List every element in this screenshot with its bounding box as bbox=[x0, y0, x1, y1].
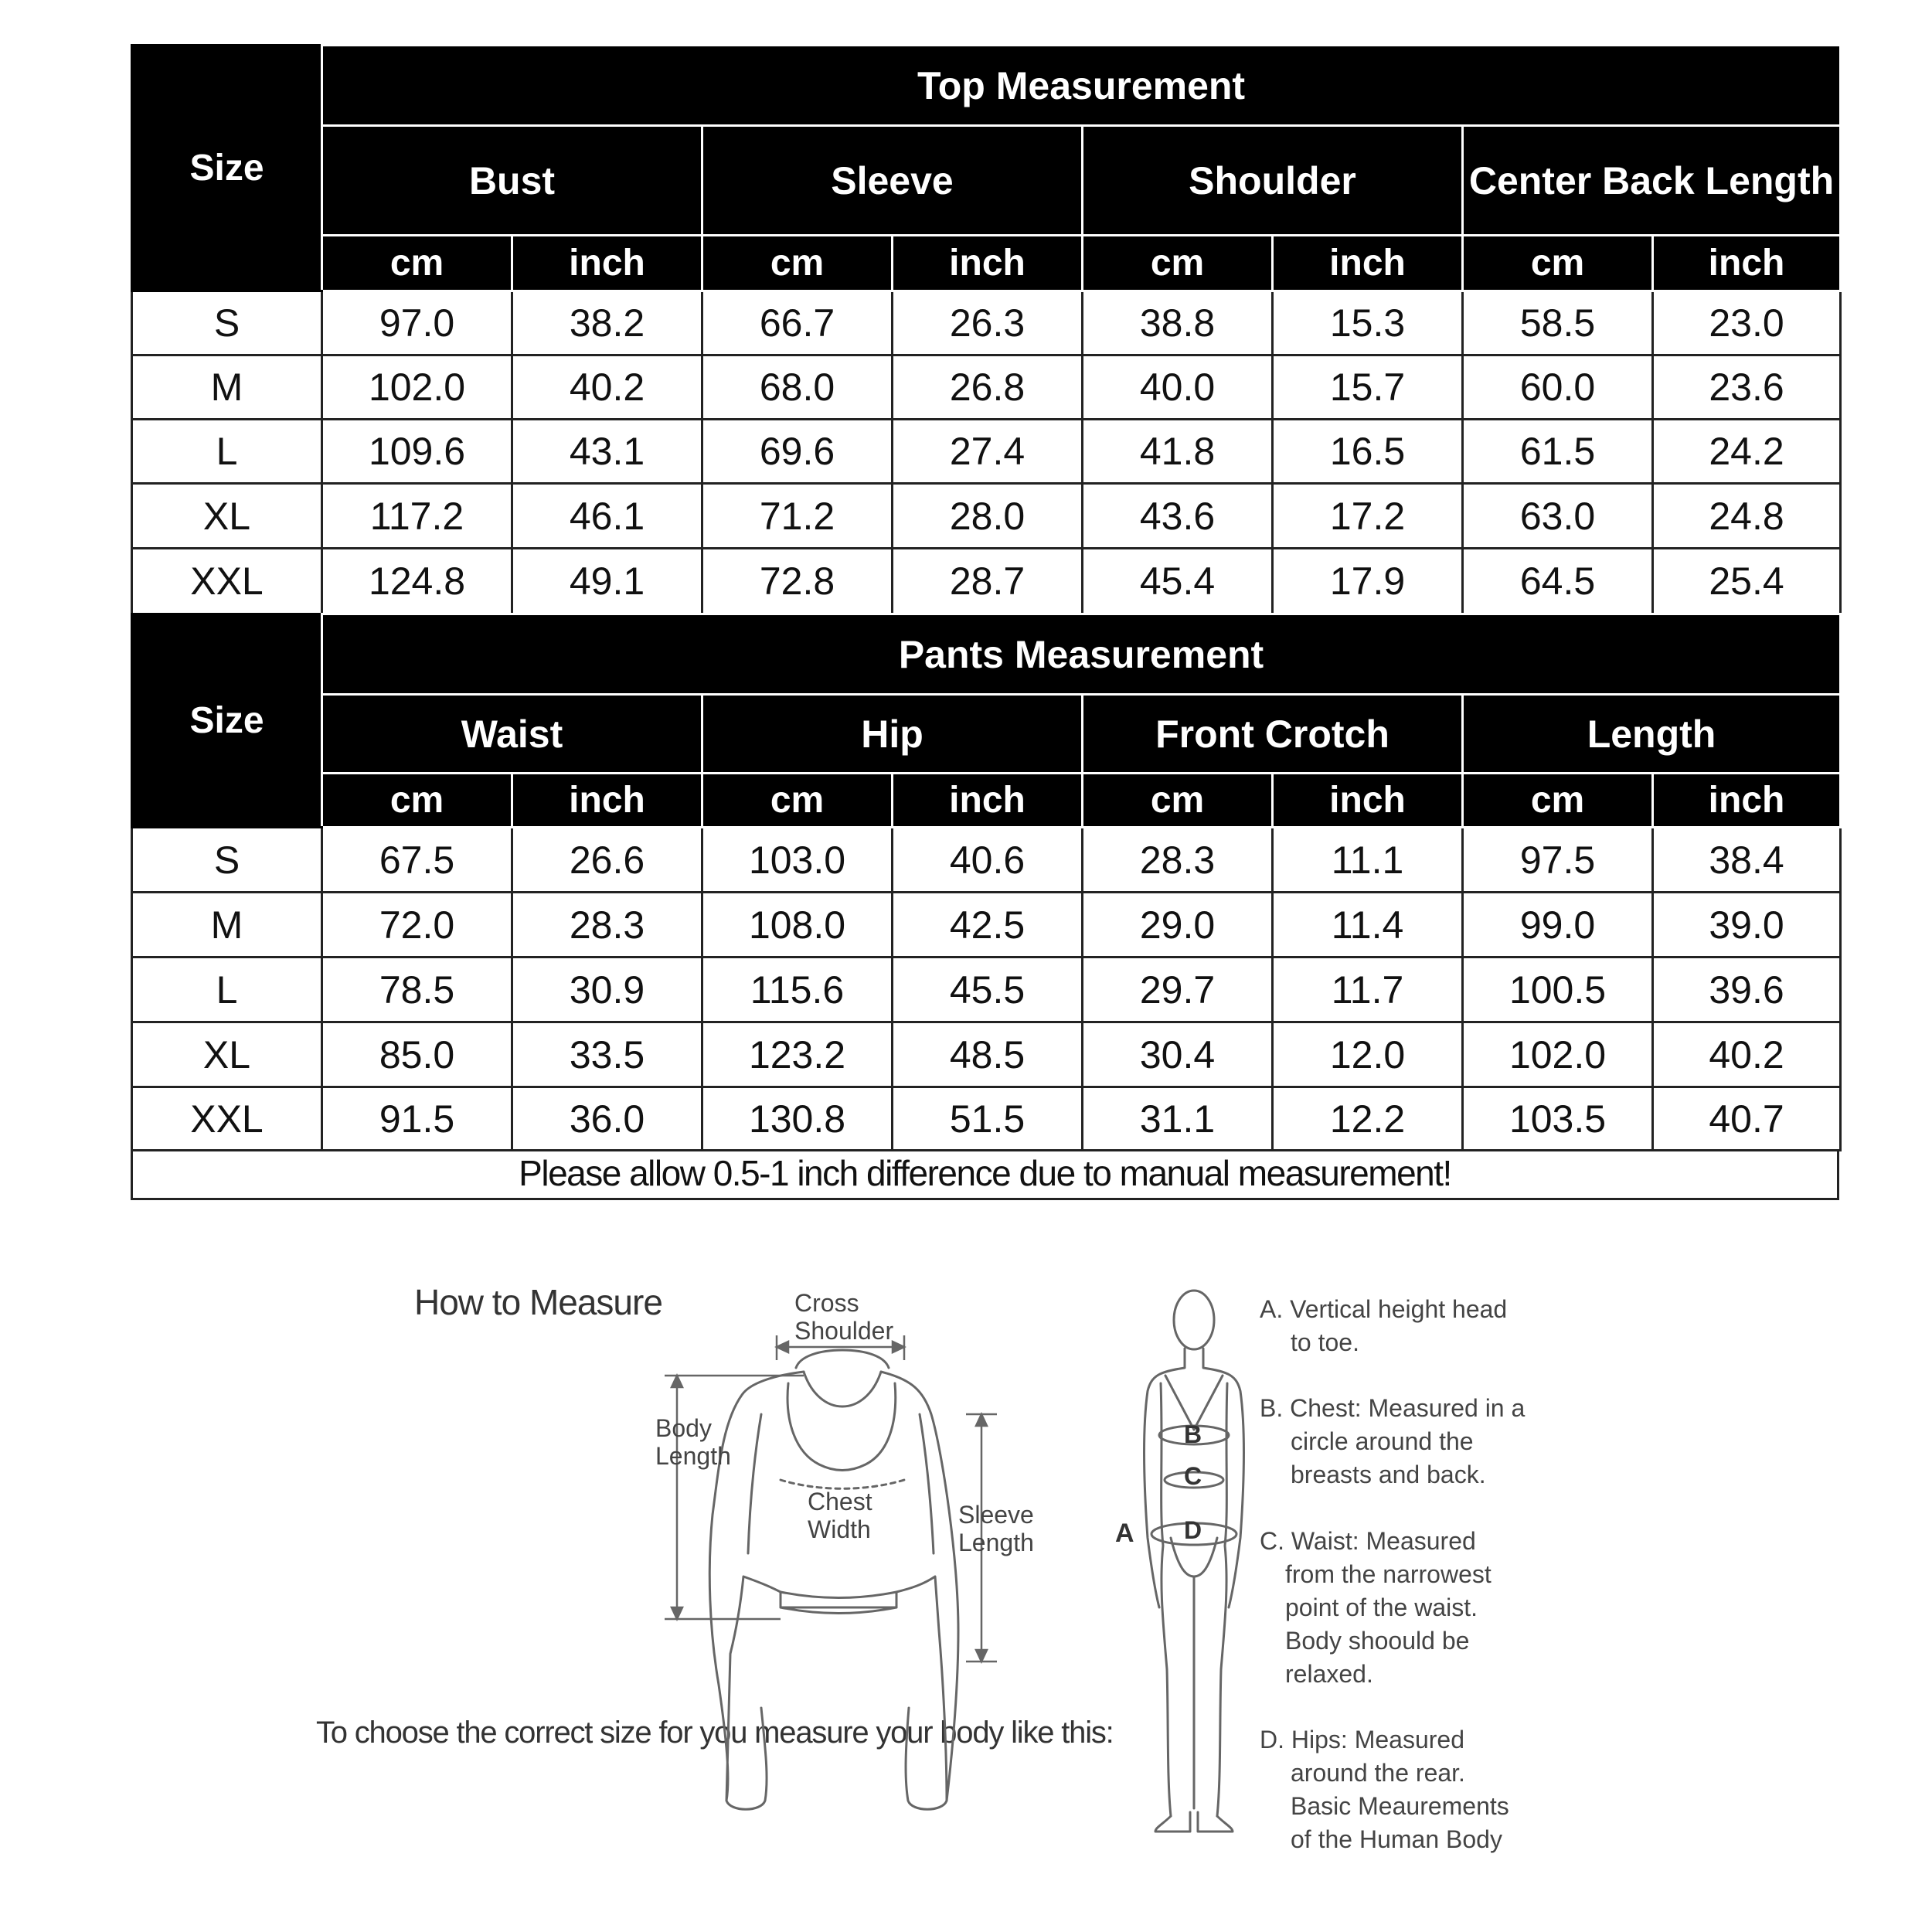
value-cell: 26.8 bbox=[893, 355, 1083, 420]
hip-header: Hip bbox=[702, 695, 1083, 774]
length-header: Length bbox=[1463, 695, 1841, 774]
note-a-height: A. Vertical height head to toe. bbox=[1260, 1295, 1508, 1356]
value-cell: 78.5 bbox=[322, 957, 512, 1022]
value-cell: 109.6 bbox=[322, 420, 512, 484]
value-cell: 108.0 bbox=[702, 893, 893, 957]
unit-inch: inch bbox=[512, 236, 702, 291]
body-letter-a: A bbox=[1115, 1519, 1134, 1548]
how-to-measure-title: How to Measure bbox=[414, 1282, 662, 1322]
value-cell: 97.5 bbox=[1463, 828, 1653, 893]
value-cell: 11.4 bbox=[1273, 893, 1463, 957]
size-cell: M bbox=[132, 355, 322, 420]
value-cell: 12.0 bbox=[1273, 1022, 1463, 1087]
note-b-chest: B. Chest: Measured in a circle around the breasts and back. bbox=[1260, 1394, 1526, 1488]
value-cell: 15.7 bbox=[1273, 355, 1463, 420]
size-cell: L bbox=[132, 420, 322, 484]
value-cell: 60.0 bbox=[1463, 355, 1653, 420]
value-cell: 48.5 bbox=[893, 1022, 1083, 1087]
value-cell: 29.7 bbox=[1083, 957, 1273, 1022]
value-cell: 23.6 bbox=[1653, 355, 1841, 420]
value-cell: 40.7 bbox=[1653, 1087, 1841, 1151]
value-cell: 39.0 bbox=[1653, 893, 1841, 957]
value-cell: 43.6 bbox=[1083, 484, 1273, 549]
size-cell: XXL bbox=[132, 549, 322, 614]
value-cell: 68.0 bbox=[702, 355, 893, 420]
sleeve-header: Sleeve bbox=[702, 126, 1083, 236]
value-cell: 102.0 bbox=[322, 355, 512, 420]
value-cell: 39.6 bbox=[1653, 957, 1841, 1022]
value-cell: 33.5 bbox=[512, 1022, 702, 1087]
size-column-header: Size bbox=[132, 614, 322, 828]
value-cell: 72.8 bbox=[702, 549, 893, 614]
bust-header: Bust bbox=[322, 126, 702, 236]
unit-inch: inch bbox=[1653, 236, 1841, 291]
value-cell: 28.7 bbox=[893, 549, 1083, 614]
body-letter-b: B bbox=[1184, 1420, 1202, 1448]
value-cell: 61.5 bbox=[1463, 420, 1653, 484]
unit-cm: cm bbox=[1463, 236, 1653, 291]
center-back-length-header: Center Back Length bbox=[1463, 126, 1841, 236]
value-cell: 42.5 bbox=[893, 893, 1083, 957]
note-d-hips: D. Hips: Measured around the rear. Basic Meaurements of the Human Body bbox=[1260, 1726, 1509, 1853]
value-cell: 71.2 bbox=[702, 484, 893, 549]
size-cell: L bbox=[132, 957, 322, 1022]
value-cell: 25.4 bbox=[1653, 549, 1841, 614]
waist-header: Waist bbox=[322, 695, 702, 774]
size-cell: XXL bbox=[132, 1087, 322, 1151]
value-cell: 28.0 bbox=[893, 484, 1083, 549]
unit-cm: cm bbox=[1083, 236, 1273, 291]
value-cell: 16.5 bbox=[1273, 420, 1463, 484]
value-cell: 40.2 bbox=[512, 355, 702, 420]
value-cell: 23.0 bbox=[1653, 291, 1841, 355]
value-cell: 43.1 bbox=[512, 420, 702, 484]
value-cell: 41.8 bbox=[1083, 420, 1273, 484]
value-cell: 97.0 bbox=[322, 291, 512, 355]
sleeve-length-label: Sleeve Length bbox=[958, 1501, 1034, 1556]
note-c-waist: C. Waist: Measured from the narrowest point of the waist. Body shoould be relaxed. bbox=[1260, 1527, 1492, 1688]
value-cell: 49.1 bbox=[512, 549, 702, 614]
size-column-header: Size bbox=[132, 46, 322, 291]
value-cell: 15.3 bbox=[1273, 291, 1463, 355]
unit-inch: inch bbox=[512, 774, 702, 828]
measurement-disclaimer: Please allow 0.5-1 inch difference due to manual measurement! bbox=[131, 1149, 1839, 1200]
chest-width-label: Chest Width bbox=[808, 1488, 872, 1543]
size-cell: S bbox=[132, 828, 322, 893]
value-cell: 99.0 bbox=[1463, 893, 1653, 957]
value-cell: 130.8 bbox=[702, 1087, 893, 1151]
pants-measurement-caption: Pants Measurement bbox=[322, 614, 1841, 695]
value-cell: 26.3 bbox=[893, 291, 1083, 355]
size-cell: M bbox=[132, 893, 322, 957]
front-crotch-header: Front Crotch bbox=[1083, 695, 1463, 774]
value-cell: 30.4 bbox=[1083, 1022, 1273, 1087]
top-measurement-caption: Top Measurement bbox=[322, 46, 1841, 126]
value-cell: 38.4 bbox=[1653, 828, 1841, 893]
body-letter-d: D bbox=[1184, 1516, 1202, 1544]
value-cell: 46.1 bbox=[512, 484, 702, 549]
value-cell: 17.9 bbox=[1273, 549, 1463, 614]
value-cell: 38.8 bbox=[1083, 291, 1273, 355]
value-cell: 64.5 bbox=[1463, 549, 1653, 614]
value-cell: 24.2 bbox=[1653, 420, 1841, 484]
unit-cm: cm bbox=[702, 236, 893, 291]
value-cell: 40.0 bbox=[1083, 355, 1273, 420]
shoulder-header: Shoulder bbox=[1083, 126, 1463, 236]
value-cell: 26.6 bbox=[512, 828, 702, 893]
value-cell: 12.2 bbox=[1273, 1087, 1463, 1151]
value-cell: 28.3 bbox=[512, 893, 702, 957]
unit-inch: inch bbox=[893, 236, 1083, 291]
unit-cm: cm bbox=[1083, 774, 1273, 828]
unit-inch: inch bbox=[1653, 774, 1841, 828]
value-cell: 45.4 bbox=[1083, 549, 1273, 614]
size-cell: S bbox=[132, 291, 322, 355]
value-cell: 100.5 bbox=[1463, 957, 1653, 1022]
value-cell: 30.9 bbox=[512, 957, 702, 1022]
value-cell: 103.0 bbox=[702, 828, 893, 893]
unit-cm: cm bbox=[322, 774, 512, 828]
size-cell: XL bbox=[132, 1022, 322, 1087]
value-cell: 72.0 bbox=[322, 893, 512, 957]
value-cell: 123.2 bbox=[702, 1022, 893, 1087]
unit-cm: cm bbox=[702, 774, 893, 828]
value-cell: 67.5 bbox=[322, 828, 512, 893]
value-cell: 63.0 bbox=[1463, 484, 1653, 549]
value-cell: 66.7 bbox=[702, 291, 893, 355]
value-cell: 11.1 bbox=[1273, 828, 1463, 893]
value-cell: 36.0 bbox=[512, 1087, 702, 1151]
value-cell: 103.5 bbox=[1463, 1087, 1653, 1151]
unit-inch: inch bbox=[1273, 774, 1463, 828]
size-instruction: To choose the correct size for you measure your body like this: bbox=[316, 1716, 1114, 1750]
body-letter-c: C bbox=[1184, 1462, 1202, 1490]
size-cell: XL bbox=[132, 484, 322, 549]
value-cell: 38.2 bbox=[512, 291, 702, 355]
value-cell: 28.3 bbox=[1083, 828, 1273, 893]
value-cell: 117.2 bbox=[322, 484, 512, 549]
unit-inch: inch bbox=[893, 774, 1083, 828]
value-cell: 17.2 bbox=[1273, 484, 1463, 549]
value-cell: 29.0 bbox=[1083, 893, 1273, 957]
value-cell: 11.7 bbox=[1273, 957, 1463, 1022]
value-cell: 27.4 bbox=[893, 420, 1083, 484]
unit-cm: cm bbox=[1463, 774, 1653, 828]
value-cell: 40.6 bbox=[893, 828, 1083, 893]
value-cell: 40.2 bbox=[1653, 1022, 1841, 1087]
value-cell: 58.5 bbox=[1463, 291, 1653, 355]
unit-cm: cm bbox=[322, 236, 512, 291]
value-cell: 31.1 bbox=[1083, 1087, 1273, 1151]
value-cell: 69.6 bbox=[702, 420, 893, 484]
value-cell: 102.0 bbox=[1463, 1022, 1653, 1087]
value-cell: 115.6 bbox=[702, 957, 893, 1022]
value-cell: 24.8 bbox=[1653, 484, 1841, 549]
value-cell: 51.5 bbox=[893, 1087, 1083, 1151]
value-cell: 91.5 bbox=[322, 1087, 512, 1151]
value-cell: 45.5 bbox=[893, 957, 1083, 1022]
unit-inch: inch bbox=[1273, 236, 1463, 291]
body-length-label: Body Length bbox=[655, 1414, 731, 1470]
value-cell: 85.0 bbox=[322, 1022, 512, 1087]
value-cell: 124.8 bbox=[322, 549, 512, 614]
cross-shoulder-label: Cross Shoulder bbox=[794, 1289, 894, 1345]
